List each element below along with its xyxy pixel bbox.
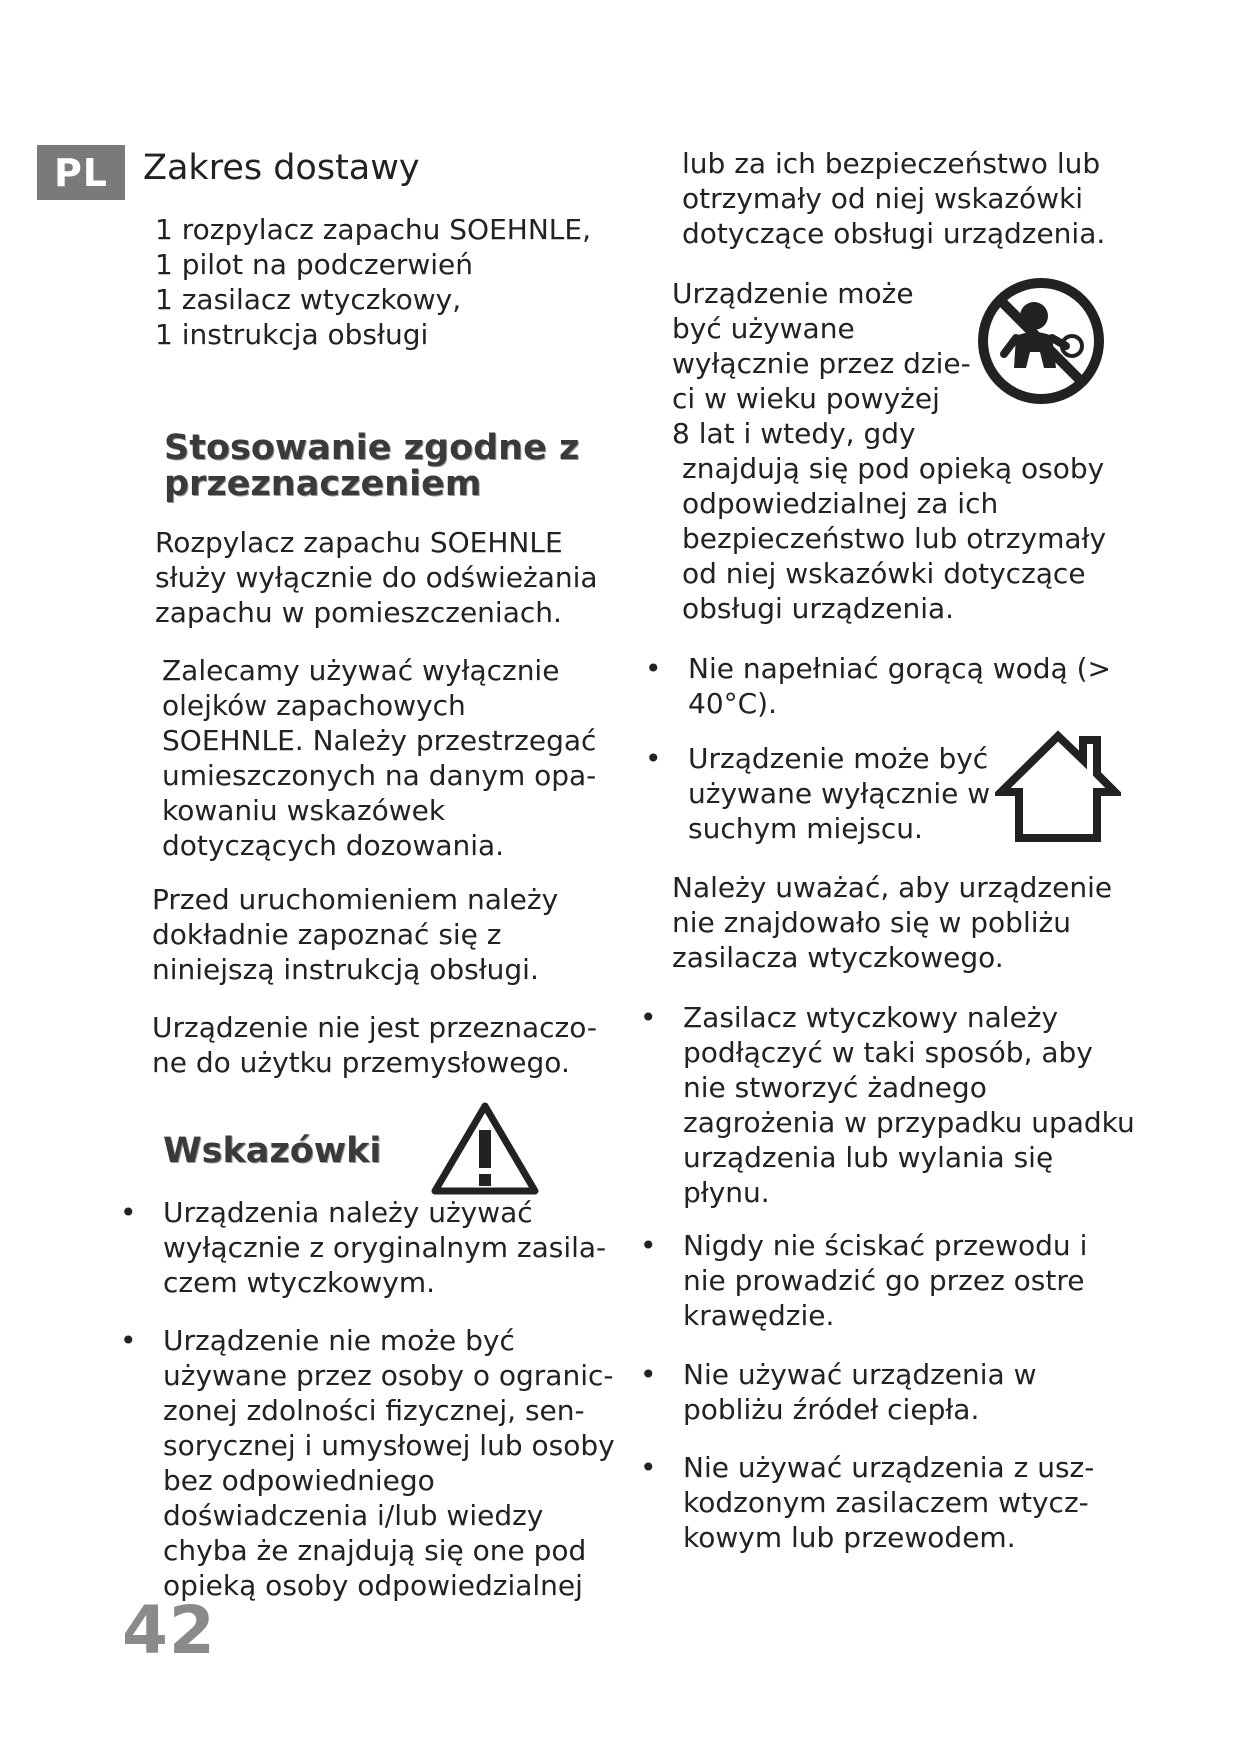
notes-heading: Wskazówki — [163, 1131, 382, 1171]
dry-location-bullet: • Urządzenie może być używane wyłącznie w suchym miejscu. — [688, 741, 990, 846]
intended-use-paragraph-3: Przed uruchomieniem należy dokładnie zapoznać się z niniejszą instrukcją obsługi. — [152, 883, 559, 986]
connect-adapter-bullet: • Zasilacz wtyczkowy należy podłączyć w taki sposób, aby nie stworzyć żadnego zagrożenia w przypadku upadku urządzenia lub wylania się płynu. — [683, 1000, 1135, 1210]
intended-use-paragraph-4: Urządzenie nie jest przeznaczo- ne do użytku przemysłowego. — [152, 1011, 597, 1079]
adapter-distance-paragraph: Należy uważać, aby urządzenie nie znajdowało się w pobliżu zasilacza wtyczkowego. — [672, 871, 1113, 974]
cable-bullet: • Nigdy nie ściskać przewodu i nie prowadzić go przez ostre krawędzie. — [683, 1228, 1087, 1333]
children-paragraph-b: znajdują się pod opieką osoby odpowiedzialnej za ich bezpieczeństwo lub otrzymały od niej wskazówki dotyczące obsługi urządzenia. — [682, 452, 1107, 625]
children-paragraph-a: Urządzenie może być używane wyłącznie przez dzie- ci w wieku powyżej 8 lat i wtedy, gdy — [672, 277, 971, 450]
notes-bullet-1: • Urządzenia należy używać wyłącznie z oryginalnym zasila- czem wtyczkowym. — [163, 1195, 606, 1300]
warning-triangle-icon — [430, 1100, 540, 1196]
no-children-icon — [976, 276, 1106, 406]
delivery-title: Zakres dostawy — [143, 148, 420, 188]
page-number: 42 — [122, 1592, 216, 1669]
intended-use-paragraph-2: Zalecamy używać wyłącznie olejków zapachowych SOEHNLE. Należy przestrzegać umieszczonych na danym opa- kowaniu wskazówek dotyczących dozowania. — [162, 654, 597, 862]
intended-use-heading: Stosowanie zgodne z przeznaczeniem — [164, 428, 580, 504]
damaged-adapter-bullet: • Nie używać urządzenia z usz- kodzonym zasilaczem wtycz- kowym lub przewodem. — [683, 1450, 1094, 1555]
language-badge: PL — [37, 145, 125, 200]
hot-water-bullet: • Nie napełniać gorącą wodą (> 40°C). — [688, 651, 1111, 721]
heat-source-bullet: • Nie używać urządzenia w pobliżu źródeł ciepła. — [683, 1357, 1037, 1427]
notes-bullet-2: • Urządzenie nie może być używane przez osoby o ogranic- zonej zdolności fizycznej, sen- sorycznej i umysłowej lub osoby bez odpowiedniego doświadczenia i/lub wiedzy chyba że znajdują się one pod opieką osoby odpowiedzialnej — [163, 1323, 615, 1603]
indoor-house-icon — [995, 728, 1121, 846]
delivery-list: 1 rozpylacz zapachu SOEHNLE, 1 pilot na podczerwień 1 zasilacz wtyczkowy, 1 instrukcja obsługi — [155, 213, 591, 351]
right-continued-paragraph: lub za ich bezpieczeństwo lub otrzymały od niej wskazówki dotyczące obsługi urządzenia. — [682, 147, 1106, 250]
intended-use-paragraph-1: Rozpylacz zapachu SOEHNLE służy wyłącznie do odświeżania zapachu w pomieszczeniach. — [155, 526, 598, 629]
